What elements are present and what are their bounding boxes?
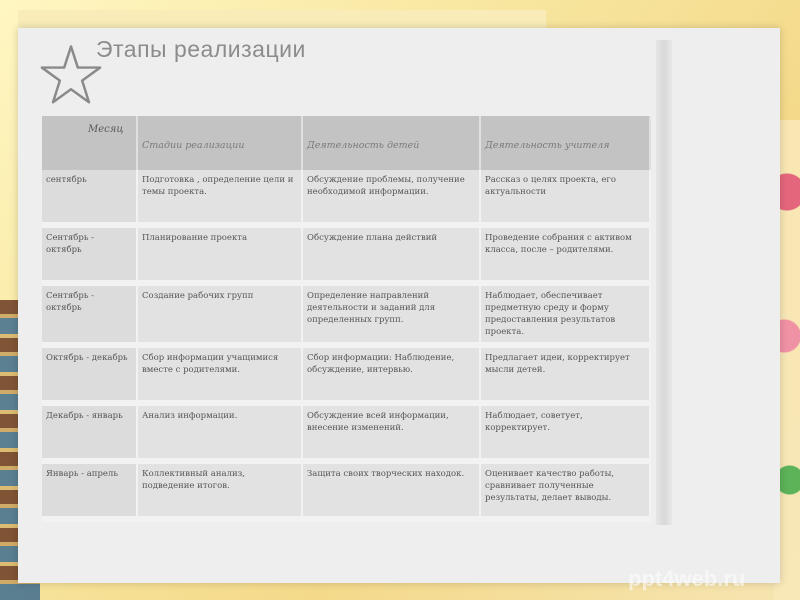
cell-teacher: Проведение собрания с активом класса, после – родителями. [480, 225, 650, 283]
cell-month: Сентябрь - октябрь [42, 225, 137, 283]
header-children-activity: Деятельность детей [302, 116, 480, 170]
cell-teacher: Наблюдает, обеспечивает предметную среду и форму предоставления результатов проекта. [480, 283, 650, 345]
cell-stage: Подготовка , определение цели и темы проекта. [137, 170, 302, 225]
cell-month: Октябрь - декабрь [42, 345, 137, 403]
cell-month: Сентябрь - октябрь [42, 283, 137, 345]
star-icon [40, 44, 102, 106]
table-row [42, 461, 650, 519]
header-teacher-activity: Деятельность учителя [480, 116, 650, 170]
page-title: Этапы реализации [96, 36, 306, 62]
stages-table [42, 116, 651, 522]
cell-stage: Создание рабочих групп [137, 283, 302, 345]
cell-month: Январь - апрель [42, 461, 137, 519]
table-row [42, 345, 650, 403]
cell-stage: Коллективный анализ, подведение итогов. [137, 461, 302, 519]
cell-children: Обсуждение плана действий [302, 225, 480, 283]
cell-children: Обсуждение проблемы, получение необходимой информации. [302, 170, 480, 225]
table-header-row [42, 116, 650, 170]
table-row [42, 170, 650, 225]
cell-teacher: Оценивает качество работы, сравнивает полученные результаты, делает выводы. [480, 461, 650, 519]
table-row [42, 283, 650, 345]
cell-month: сентябрь [42, 170, 137, 225]
scanned-page [18, 28, 780, 583]
watermark: ppt4web.ru [628, 566, 746, 591]
cell-children: Обсуждение всей информации, внесение изменений. [302, 403, 480, 461]
cell-teacher: Предлагает идеи, корректирует мысли детей. [480, 345, 650, 403]
cell-month: Декабрь - январь [42, 403, 137, 461]
cell-children: Сбор информации: Наблюдение, обсуждение, интервью. [302, 345, 480, 403]
table-row [42, 403, 650, 461]
cell-stage: Планирование проекта [137, 225, 302, 283]
cell-children: Определение направлений деятельности и заданий для определенных групп. [302, 283, 480, 345]
cell-teacher: Наблюдает, советует, корректирует. [480, 403, 650, 461]
cell-children: Защита своих творческих находок. [302, 461, 480, 519]
header-stages: Стадии реализации [137, 116, 302, 170]
cell-stage: Сбор информации учащимися вместе с родителями. [137, 345, 302, 403]
cell-stage: Анализ информации. [137, 403, 302, 461]
scan-edge [656, 40, 672, 525]
cell-teacher: Рассказ о целях проекта, его актуальности [480, 170, 650, 225]
header-month: Месяц [42, 116, 137, 170]
table-row [42, 225, 650, 283]
